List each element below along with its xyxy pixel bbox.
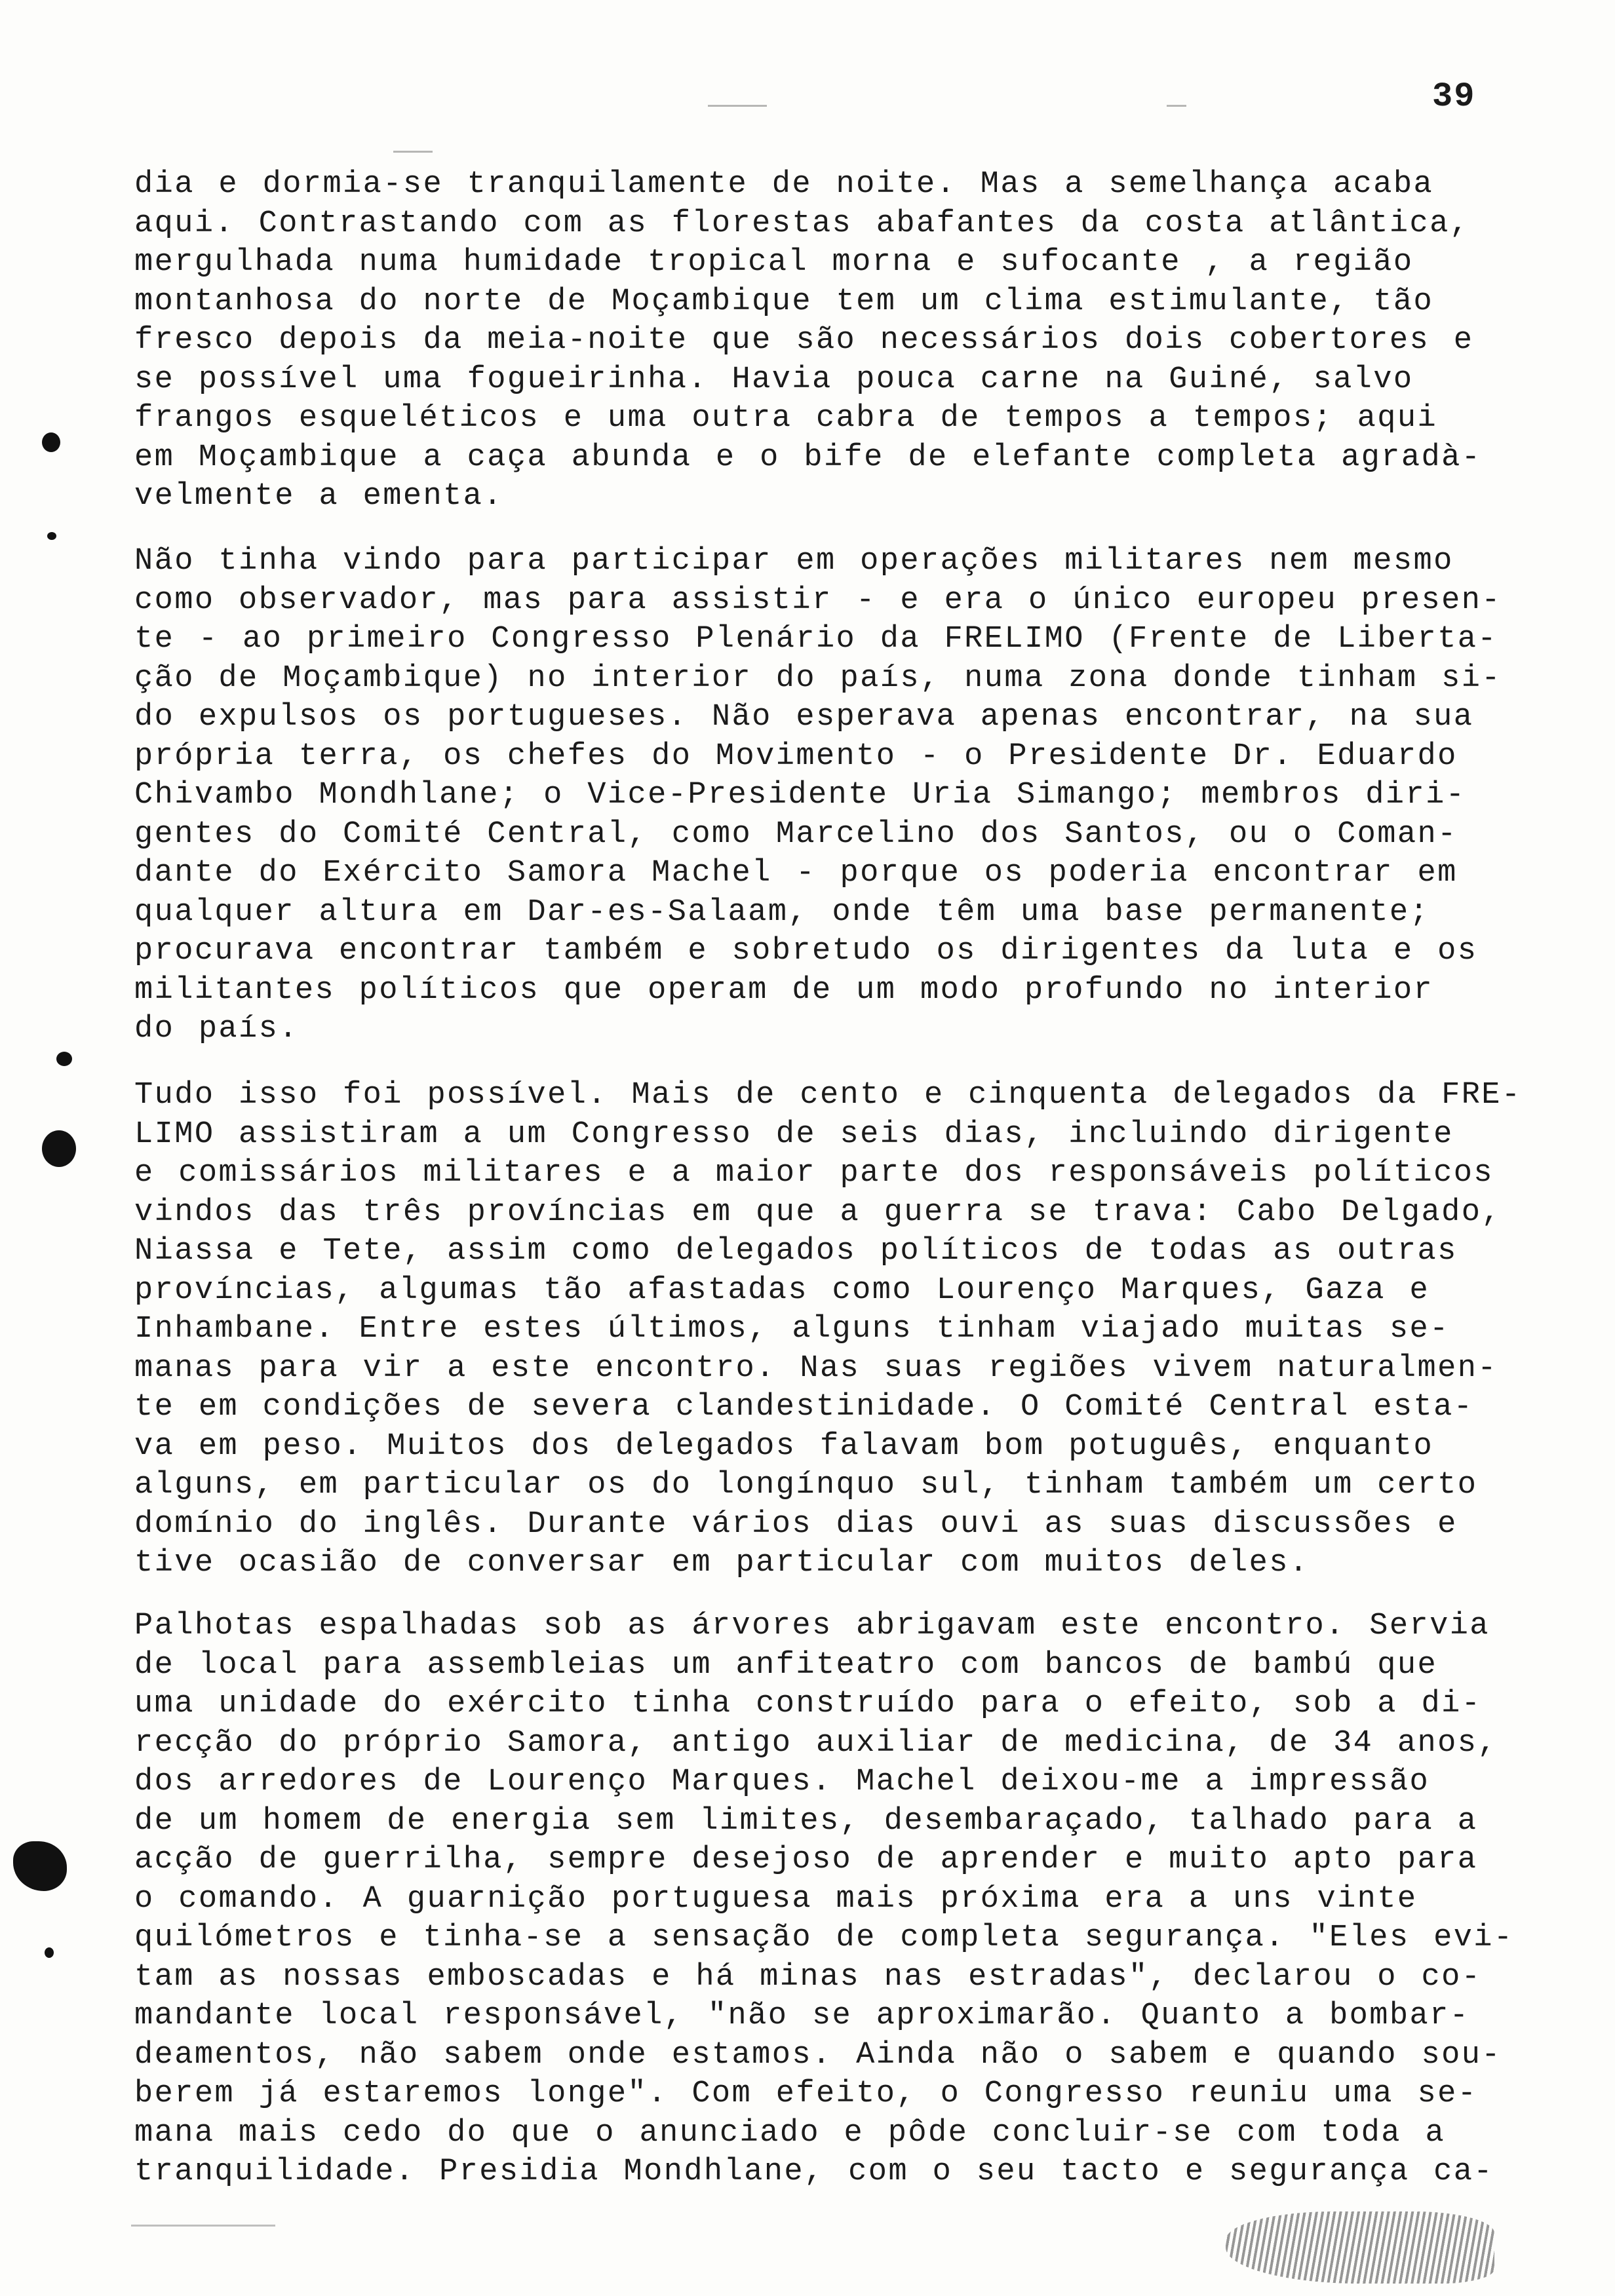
page-number: 39 [1432, 77, 1476, 116]
text-line: tranquilidade. Presidia Mondhlane, com o seu tacto e segurança ca- [134, 2154, 1494, 2189]
punch-hole-mark [42, 432, 60, 452]
text-line: províncias, algumas tão afastadas como Lourenço Marques, Gaza e [134, 1272, 1430, 1308]
text-line: LIMO assistiram a um Congresso de seis dias, incluindo dirigente [134, 1117, 1454, 1152]
text-line: velmente a ementa. [134, 479, 503, 514]
text-line: o comando. A guarnição portuguesa mais próxima era a uns vinte [134, 1881, 1418, 1917]
paragraph [134, 165, 1521, 516]
text-line: em Moçambique a caça abunda e o bife de elefante completa agradà- [134, 440, 1482, 475]
text-line: Niassa e Tete, assim como delegados políticos de todas as outras [134, 1234, 1458, 1269]
text-line: montanhosa do norte de Moçambique tem um clima estimulante, tão [134, 284, 1434, 319]
paragraph [134, 542, 1521, 1049]
text-line: tive ocasião de conversar em particular com muitos deles. [134, 1546, 1310, 1580]
text-line: te - ao primeiro Congresso Plenário da FRELIMO (Frente de Liberta- [134, 622, 1498, 657]
text-line: ção de Moçambique) no interior do país, numa zona donde tinham si- [134, 660, 1502, 696]
text-line: domínio do inglês. Durante vários dias ouvi as suas discussões e [134, 1506, 1458, 1542]
text-line: mandante local responsável, "não se aproximarão. Quanto a bombar- [134, 1999, 1470, 2033]
text-line: aqui. Contrastando com as florestas abafantes da costa atlântica, [134, 206, 1470, 241]
text-line: vindos das três províncias em que a guerra se trava: Cabo Delgado, [134, 1195, 1502, 1230]
punch-hole-mark [42, 1130, 76, 1167]
text-line: fresco depois da meia-noite que são necessários dois cobertores e [134, 323, 1474, 358]
text-line: e comissários militares e a maior parte dos responsáveis políticos [134, 1156, 1494, 1191]
text-line: Palhotas espalhadas sob as árvores abrigavam este encontro. Servia [134, 1609, 1490, 1643]
scan-speck [393, 151, 433, 153]
text-line: berem já estaremos longe". Com efeito, o Congresso reuniu uma se- [134, 2076, 1478, 2111]
text-line: de um homem de energia sem limites, desembaraçado, talhado para a [134, 1803, 1478, 1839]
text-line: frangos esqueléticos e uma outra cabra de tempos a tempos; aqui [134, 401, 1438, 436]
text-line: tam as nossas emboscadas e há minas nas estradas", declarou o co- [134, 1959, 1482, 1995]
punch-hole-mark [56, 1052, 72, 1066]
text-line: alguns, em particular os do longínquo sul, tinham também um certo [134, 1468, 1478, 1502]
scan-speck [1167, 105, 1186, 107]
text-line: se possível uma fogueirinha. Havia pouca carne na Guiné, salvo [134, 362, 1414, 397]
text-line: do país. [134, 1012, 299, 1046]
text-line: mergulhada numa humidade tropical morna e sufocante , a região [134, 245, 1414, 280]
text-line: Tudo isso foi possível. Mais de cento e cinquenta delegados da FRE- [134, 1078, 1522, 1113]
text-line: de local para assembleias um anfiteatro com bancos de bambú que [134, 1647, 1438, 1683]
text-line: Chivambo Mondhlane; o Vice-Presidente Uria Simango; membros diri- [134, 778, 1466, 813]
text-line: do expulsos os portugueses. Não esperava apenas encontrar, na sua [134, 700, 1474, 735]
ink-smudge [1226, 2211, 1494, 2284]
text-line: dante do Exército Samora Machel - porque os poderia encontrar em [134, 856, 1458, 890]
scan-speck [131, 2225, 275, 2227]
text-line: manas para vir a este encontro. Nas suas regiões vivem naturalmen- [134, 1350, 1498, 1386]
text-line: qualquer altura em Dar-es-Salaam, onde têm uma base permanente; [134, 894, 1430, 930]
text-line: dos arredores de Lourenço Marques. Machel deixou-me a impressão [134, 1765, 1430, 1799]
text-line: gentes do Comité Central, como Marcelino dos Santos, ou o Coman- [134, 816, 1458, 852]
text-line: própria terra, os chefes do Movimento - o Presidente Dr. Eduardo [134, 738, 1458, 774]
text-line: Inhambane. Entre estes últimos, alguns tinham viajado muitas se- [134, 1312, 1450, 1347]
paragraph [134, 1076, 1521, 1583]
text-line: deamentos, não sabem onde estamos. Ainda não o sabem e quando sou- [134, 2037, 1502, 2073]
text-line: acção de guerrilha, sempre desejoso de aprender e muito apto para [134, 1843, 1478, 1877]
text-line: recção do próprio Samora, antigo auxiliar de medicina, de 34 anos, [134, 1725, 1498, 1761]
text-line: procurava encontrar também e sobretudo os dirigentes da luta e os [134, 934, 1478, 968]
text-line: quilómetros e tinha-se a sensação de completa segurança. "Eles evi- [134, 1921, 1514, 1955]
text-line: militantes políticos que operam de um modo profundo no interior [134, 972, 1434, 1008]
punch-hole-mark [47, 532, 56, 540]
text-line: va em peso. Muitos dos delegados falavam bom potuguês, enquanto [134, 1428, 1434, 1464]
scan-speck [708, 105, 767, 107]
paragraph [134, 1607, 1521, 2192]
text-line: Não tinha vindo para participar em operações militares nem mesmo [134, 544, 1454, 579]
text-line: dia e dormia-se tranquilamente de noite. Mas a semelhança acaba [134, 167, 1434, 202]
text-line: mana mais cedo do que o anunciado e pôde concluir-se com toda a [134, 2115, 1446, 2151]
text-line: uma unidade do exército tinha construído para o efeito, sob a di- [134, 1687, 1482, 1721]
punch-hole-mark [45, 1947, 54, 1958]
punch-hole-mark [13, 1841, 67, 1891]
text-line: te em condições de severa clandestinidade. O Comité Central esta- [134, 1390, 1474, 1425]
text-line: como observador, mas para assistir - e era o único europeu presen- [134, 583, 1502, 618]
